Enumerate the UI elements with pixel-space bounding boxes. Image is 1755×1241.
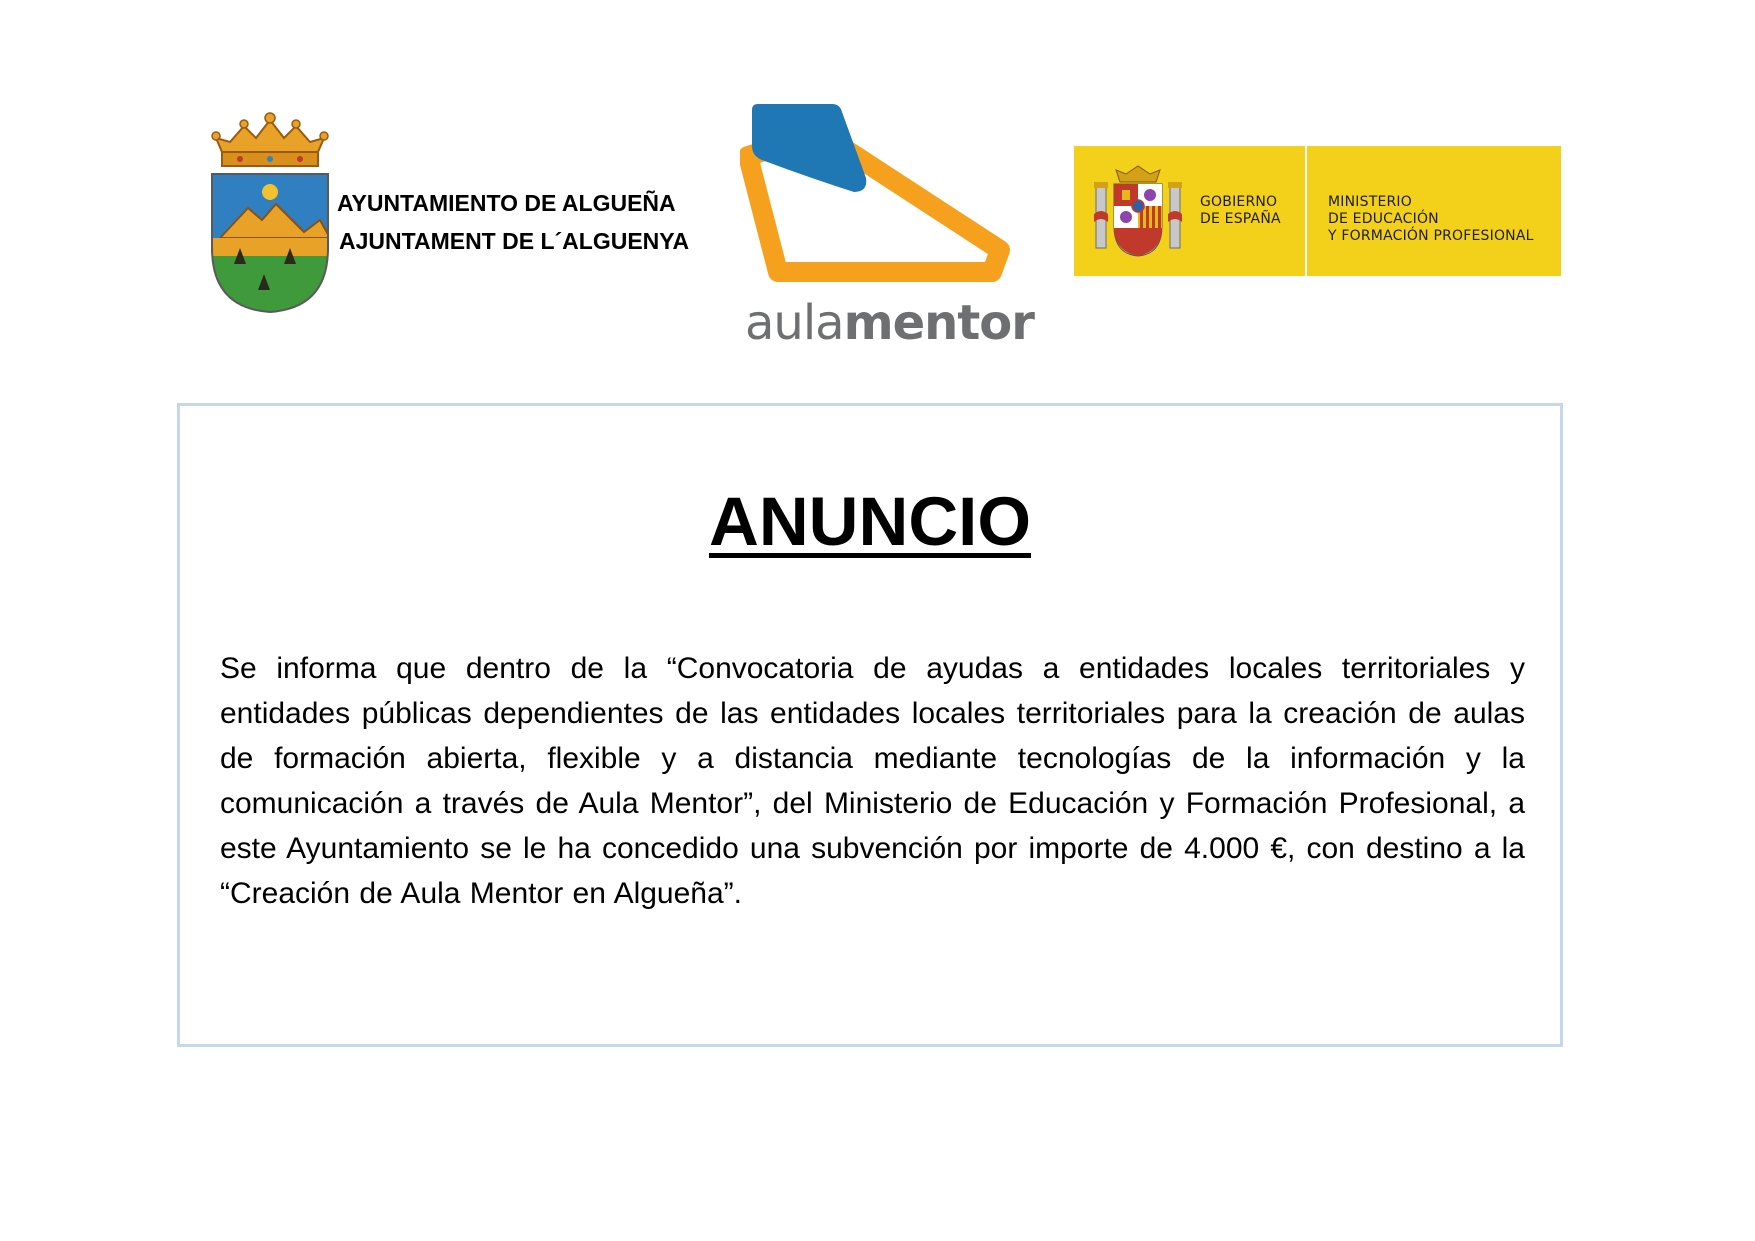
government-label-line: GOBIERNO bbox=[1200, 194, 1278, 210]
spain-coat-of-arms-icon bbox=[1092, 164, 1184, 260]
government-label bbox=[1200, 194, 1281, 228]
government-label-line: DE ESPAÑA bbox=[1200, 211, 1281, 227]
crown-icon bbox=[212, 113, 328, 166]
aula-wordmark-light: aula bbox=[745, 295, 844, 351]
town-names bbox=[337, 184, 689, 260]
ministry-label-line: DE EDUCACIÓN bbox=[1328, 211, 1439, 227]
town-name-es: AYUNTAMIENTO DE ALGUEÑA bbox=[337, 190, 676, 216]
announcement-box bbox=[177, 403, 1563, 1047]
announcement-title bbox=[180, 482, 1560, 562]
town-coat-of-arms-icon bbox=[200, 108, 340, 318]
aula-wordmark-bold: mentor bbox=[843, 295, 1034, 351]
ministry-label bbox=[1328, 194, 1534, 245]
ministry-label-line: MINISTERIO bbox=[1328, 194, 1412, 210]
government-banner bbox=[1074, 146, 1561, 276]
town-name-va: AJUNTAMENT DE L´ALGUENYA bbox=[339, 228, 690, 254]
aula-mentor-logo-icon bbox=[740, 100, 1040, 300]
aula-mentor-wordmark bbox=[745, 296, 1034, 350]
banner-divider bbox=[1305, 146, 1307, 276]
ministry-label-line: Y FORMACIÓN PROFESIONAL bbox=[1328, 228, 1534, 244]
announcement-body: Se informa que dentro de la “Convocatoria de ayudas a entidades locales territoriales y entidades públicas dependientes de las entidades locales territoriales para la creación de aulas de formación abierta, flexible y a distancia mediante tecnologías de la información y la comunicación a través de Aula Mentor”, del Ministerio de Educación y Formación Profesional, a este Ayuntamiento se le ha concedido una subvención por importe de 4.000 €, con destino a la “Creación de Aula Mentor en Algueña”. bbox=[220, 652, 1525, 910]
announcement-title-text: ANUNCIO bbox=[709, 483, 1031, 560]
